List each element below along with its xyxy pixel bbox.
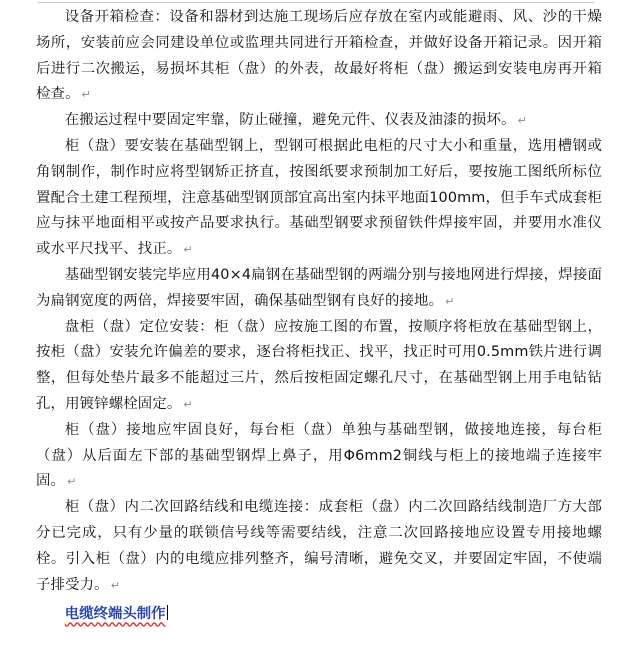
paragraph-mark-icon: ↵ [67, 475, 77, 489]
paragraph-text: 柜（盘）要安装在基础型钢上，型钢可根据此电柜的尺寸大小和重量，选用槽钢或角钢制作，制作时应将型钢矫正挤直，按图纸要求预制加工好后，要按施工图纸所标位置配合土建工程预埋，注意基础型钢顶部宜高出室内抹平地面100mm，但手车式成套柜应与抹平地面相平或按产品要求执行。基础型钢要求预留铁件焊接牢固，并要用水准仪或水平尺找平、找正。 [36, 137, 602, 258]
top-border-line [38, 2, 594, 3]
paragraph-text: 设备开箱检查：设备和器材到达施工现场后应存放在室内或能避雨、风、沙的干燥场所，安装前应会同建设单位或监理共同进行开箱检查，并做好设备开箱记录。因开箱后进行二次搬运，易损坏其柜（盘）的外表，故最好将柜（盘）搬运到安装电房再开箱检查。 [36, 9, 602, 103]
paragraph-transport [36, 108, 602, 134]
paragraph-text: 柜（盘）接地应牢固良好，每台柜（盘）单独与基础型钢，做接地连接，每台柜（盘）从后面左下部的基础型钢焊上鼻子，用Φ6mm2铜线与柜上的接地端子连接牢固。 [36, 421, 602, 490]
paragraph-mark-icon: ↵ [517, 114, 527, 128]
paragraph-secondary-wiring [36, 495, 602, 598]
paragraph-base-steel [36, 134, 602, 263]
paragraph-grounding-weld [36, 263, 602, 315]
paragraph-mark-icon: ↵ [81, 88, 91, 102]
document-body[interactable] [36, 5, 602, 626]
paragraph-cabinet-grounding [36, 418, 602, 495]
paragraph-mark-icon: ↵ [183, 243, 193, 257]
paragraph-text: 基础型钢安装完毕应用40×4扁钢在基础型钢的两端分别与接地网进行焊接，焊接面为扁钢宽度的两倍，焊接要牢固，确保基础型钢有良好的接地。 [36, 266, 602, 309]
paragraph-mark-icon: ↵ [445, 294, 455, 308]
text-cursor [167, 605, 168, 620]
section-heading [36, 602, 602, 626]
paragraph-text: 柜（盘）内二次回路结线和电缆连接：成套柜（盘）内二次回路结线制造厂方大部分已完成，只有少量的联锁信号线等需要结线，注意二次回路接地应设置专用接地螺栓。引入柜（盘）内的电缆应排列整齐，编号清晰，避免交叉，并要固定牢固，不使端子排受力。 [36, 499, 602, 593]
paragraph-equipment-unpacking [36, 5, 602, 108]
paragraph-mark-icon: ↵ [110, 578, 121, 592]
heading-text: 电缆终端头制作 [64, 606, 166, 623]
paragraph-cabinet-positioning [36, 315, 602, 418]
paragraph-text: 盘柜（盘）定位安装：柜（盘）应按施工图的布置，按顺序将柜放在基础型钢上，按柜（盘）安装允许偏差的要求，逐台将柜找正、找平，找正时可用0.5mm铁片进行调整，但每处垫片最多不能超过三片，然后按柜固定螺孔尺寸，在基础型钢上用手电钻钻孔，用镀锌螺栓固定。 [36, 318, 602, 412]
paragraph-mark-icon: ↵ [183, 397, 193, 411]
paragraph-text: 在搬运过程中要固定牢靠，防止碰撞，避免元件、仪表及油漆的损坏。 [64, 112, 516, 129]
